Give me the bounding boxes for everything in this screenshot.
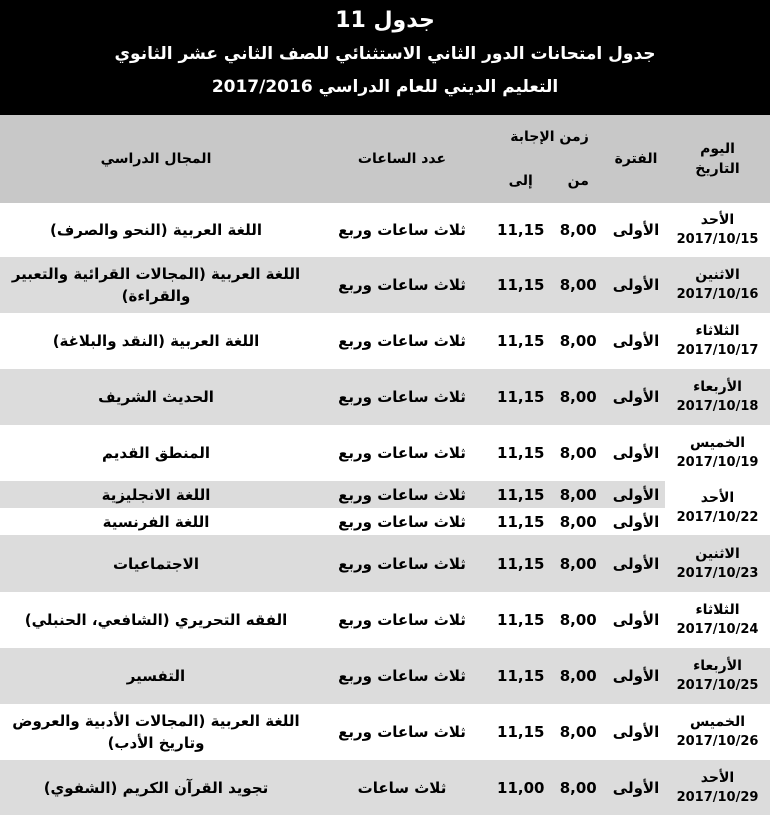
subject-cell: تجويد القرآن الكريم (الشفوي) <box>0 760 312 815</box>
subject-cell: الفقه التحريري (الشافعي، الحنبلي) <box>0 592 312 648</box>
table-subtitle: التعليم الديني للعام الدراسي 2017/2016 <box>211 77 559 97</box>
hours-cell: ثلاث ساعات <box>312 760 492 815</box>
from-cell: 8,00 <box>550 481 608 508</box>
table-row <box>0 425 770 481</box>
day-date-cell: الاثنين 2017/10/16 <box>665 257 770 313</box>
period-cell: الأولى <box>607 313 665 369</box>
exam-schedule-table <box>0 115 770 815</box>
from-cell: 8,00 <box>550 313 608 369</box>
day-date-cell: الأربعاء 2017/10/25 <box>665 648 770 704</box>
table-row <box>0 203 770 257</box>
subject-cell: اللغة الفرنسية <box>0 508 312 535</box>
hours-cell: ثلاث ساعات وربع <box>312 203 492 257</box>
period-cell: الأولى <box>607 592 665 648</box>
table-row <box>0 704 770 760</box>
table-row <box>0 369 770 425</box>
hours-cell: ثلاث ساعات وربع <box>312 425 492 481</box>
hours-cell: ثلاث ساعات وربع <box>312 704 492 760</box>
to-cell: 11,15 <box>492 369 550 425</box>
subject-cell: اللغة العربية (النحو والصرف) <box>0 203 312 257</box>
to-cell: 11,15 <box>492 203 550 257</box>
to-cell: 11,15 <box>492 425 550 481</box>
period-cell: الأولى <box>607 648 665 704</box>
period-cell: الأولى <box>607 481 665 508</box>
day-date-cell: الأربعاء 2017/10/18 <box>665 369 770 425</box>
col-header-period: الفترة <box>607 115 665 203</box>
period-cell: الأولى <box>607 425 665 481</box>
subject-cell: التفسير <box>0 648 312 704</box>
subject-cell: اللغة العربية (المجالات القرائية والتعبير والقراءة) <box>0 257 312 313</box>
table-row <box>0 313 770 369</box>
to-cell: 11,15 <box>492 508 550 535</box>
to-cell: 11,15 <box>492 704 550 760</box>
table-row <box>0 508 770 535</box>
col-header-to: إلى <box>492 159 550 203</box>
hours-cell: ثلاث ساعات وربع <box>312 481 492 508</box>
from-cell: 8,00 <box>550 535 608 592</box>
day-date-cell: الخميس 2017/10/19 <box>665 425 770 481</box>
day-date-cell: الأحد 2017/10/29 <box>665 760 770 815</box>
day-date-cell: الاثنين 2017/10/23 <box>665 535 770 592</box>
col-header-subject: المجال الدراسي <box>0 115 312 203</box>
from-cell: 8,00 <box>550 425 608 481</box>
hours-cell: ثلاث ساعات وربع <box>312 535 492 592</box>
period-cell: الأولى <box>607 704 665 760</box>
from-cell: 8,00 <box>550 369 608 425</box>
from-cell: 8,00 <box>550 203 608 257</box>
col-header-answer-time: زمن الإجابة <box>492 115 607 159</box>
subject-cell: الحديث الشريف <box>0 369 312 425</box>
to-cell: 11,00 <box>492 760 550 815</box>
to-cell: 11,15 <box>492 535 550 592</box>
subject-cell: المنطق القديم <box>0 425 312 481</box>
subject-cell: اللغة العربية (المجالات الأدبية والعروض وتاريخ الأدب) <box>0 704 312 760</box>
table-row <box>0 648 770 704</box>
hours-cell: ثلاث ساعات وربع <box>312 648 492 704</box>
table-row <box>0 257 770 313</box>
hours-cell: ثلاث ساعات وربع <box>312 369 492 425</box>
from-cell: 8,00 <box>550 257 608 313</box>
to-cell: 11,15 <box>492 257 550 313</box>
col-header-from: من <box>550 159 608 203</box>
to-cell: 11,15 <box>492 592 550 648</box>
subject-cell: اللغة العربية (النقد والبلاغة) <box>0 313 312 369</box>
table-header-banner <box>0 0 770 115</box>
hours-cell: ثلاث ساعات وربع <box>312 508 492 535</box>
day-date-cell: الخميس 2017/10/26 <box>665 704 770 760</box>
to-cell: 11,15 <box>492 313 550 369</box>
from-cell: 8,00 <box>550 592 608 648</box>
period-cell: الأولى <box>607 203 665 257</box>
col-header-day-date: اليوم التاريخ <box>665 115 770 203</box>
from-cell: 8,00 <box>550 508 608 535</box>
to-cell: 11,15 <box>492 648 550 704</box>
period-cell: الأولى <box>607 369 665 425</box>
col-header-hours: عدد الساعات <box>312 115 492 203</box>
table-title: جدول امتحانات الدور الثاني الاستثنائي للصف الثاني عشر الثانوي <box>114 44 656 64</box>
period-cell: الأولى <box>607 508 665 535</box>
day-date-cell: الأحد 2017/10/15 <box>665 203 770 257</box>
day-date-cell: الأحد 2017/10/22 <box>665 481 770 535</box>
hours-cell: ثلاث ساعات وربع <box>312 592 492 648</box>
table-row <box>0 481 770 508</box>
period-cell: الأولى <box>607 760 665 815</box>
table-row <box>0 760 770 815</box>
table-row <box>0 592 770 648</box>
table-row <box>0 535 770 592</box>
subject-cell: اللغة الانجليزية <box>0 481 312 508</box>
period-cell: الأولى <box>607 257 665 313</box>
hours-cell: ثلاث ساعات وربع <box>312 313 492 369</box>
table-number: جدول 11 <box>335 8 435 33</box>
subject-cell: الاجتماعيات <box>0 535 312 592</box>
hours-cell: ثلاث ساعات وربع <box>312 257 492 313</box>
from-cell: 8,00 <box>550 648 608 704</box>
to-cell: 11,15 <box>492 481 550 508</box>
from-cell: 8,00 <box>550 704 608 760</box>
period-cell: الأولى <box>607 535 665 592</box>
day-date-cell: الثلاثاء 2017/10/17 <box>665 313 770 369</box>
day-date-cell: الثلاثاء 2017/10/24 <box>665 592 770 648</box>
from-cell: 8,00 <box>550 760 608 815</box>
